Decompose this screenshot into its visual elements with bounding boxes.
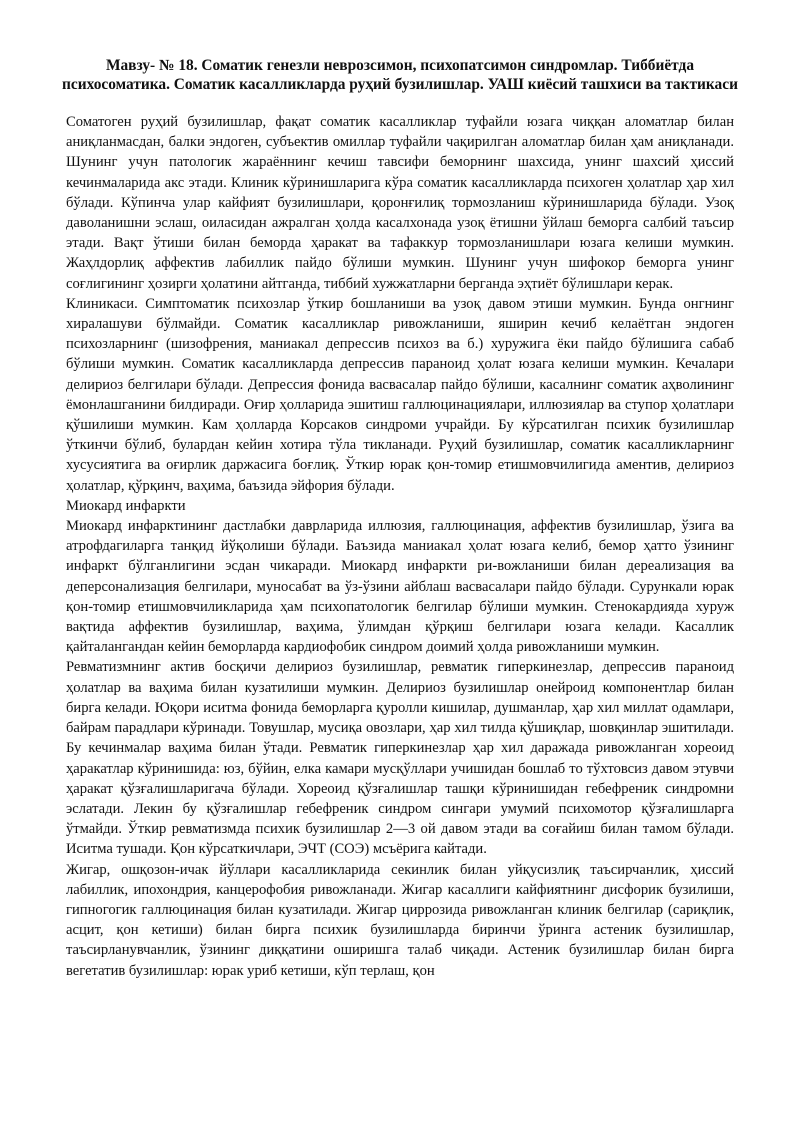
paragraph-liver: Жигар, ошқозон-ичак йўллари касалликларида секинлик билан уйқусизлиқ таъсирчанлик, ҳиссий лабиллик, ипохондрия, канцерофобия ривожланади. Жигар касаллиги кайфиятнинг дисфорик бузилиши, гипногогик галлюцинация билан кузатилади. Жигар циррозида ривожланган клиник белгилар (сариқлик, асцит, қон кетиши) билан бирга психик бузилишларда биринчи ўринга астеник бузилишлар, таъсирланувчанлик, ўзининг диққатини оширишга талаб чиқади. Астеник бузилишлар билан бирга вегетатив бузилишлар: юрак уриб кетиши, кўп терлаш, қон	[66, 861, 734, 979]
paragraph-myocardial-infarction: Миокард инфарктининг дастлабки даврларида иллюзия, галлюцинация, аффектив бузилишлар, ўзига ва атрофдагиларга танқид йўқолиши бўлади. Баъзида маниакал ҳолат юзага келиб, бемор ҳатто ўзининг инфаркт бўлганлигини эсдан чикаради. Миокард инфаркти ри-вожланиши билан дереализация ва деперсонализация белгилари, муносабат ва ўз-ўзини айблаш васвасалари пайдо бўлади. Сурункали юрак қон-томир етишмовчиликларида ҳам психопатологик белгилар бўлиши мумкин. Стенокардияда хуруж вақтида аффектив бузилишлар, ваҳима, ўлимдан қўрқиш белгилари юзага келади. Касаллик қайталангандан кейин беморларда кардиофобик синдром доимий ҳолда ривожланиши мумкин.	[66, 518, 734, 656]
page-title: Мавзу- № 18. Соматик генезли неврозсимон, психопатсимон синдромлар. Тиббиётда психосоматика. Соматик касалликларда руҳий бузилишлар. УАШ киёсий ташхиси ва тактикаси	[62, 57, 738, 93]
section-heading-myocardial-infarction: Миокард инфаркти	[66, 497, 186, 514]
document-body	[66, 112, 734, 981]
paragraph-intro: Соматоген руҳий бузилишлар, фақат соматик касалликлар туфайли юзага чиққан аломатлар билан аниқланмасдан, балки эндоген, субъектив омиллар туфайли чақирилган аломатлар билан ҳам аниқланади. Шунинг учун патологик жараённинг кечиш тавсифи беморнинг шахсида, унинг шахсий ҳиссий кечинмаларида акс этади. Клиник кўринишларига кўра соматик касалликларда психоген ҳолатлар ҳар хил бўлади. Кўпинча улар кайфият бузилишлари, қоронғилиқ тормозланиш кўринишларида бўлади. Узоқ даволанишни эслаш, оиласидан ажралган ҳолда касалхонада узоқ ётишни ўйлаш беморга салбий таъсир этади. Вақт ўтиши билан беморда ҳаракат ва тафаккур тормозланишлари юзага келиши мумкин. Жаҳлдорлиқ аффектив лабиллик пайдо бўлиши мумкин. Шунинг учун шифокор беморга унинг соғлигининг ҳозирги ҳолатини айтганда, тиббий хужжатларни берганда эҳтиёт бўлишлари керак.	[66, 114, 734, 292]
paragraph-rheumatism: Ревматизмнинг актив босқичи делириоз бузилишлар, ревматик гиперкинезлар, депрессив параноид ҳолатлар ва ваҳима билан кузатилиши мумкин. Делириоз бузилишлар онейроид компонентлар билан бирга келади. Юқори иситма фонида беморларга қуролли кишилар, душманлар, ҳар хил миллат одамлари, байрам парадлари кўринади. Товушлар, мусиқа овозлари, ҳар хил тилда қўшиқлар, шовқинлар эшитилади. Бу кечинмалар ваҳима билан ўтади. Ревматик гиперкинезлар ҳар хил даражада ривожланган хореоид ҳаракатлар кўринишида: юз, бўйин, елка камари мусқўллари учишидан бошлаб то тўхтовсиз давом этувчи ҳаракат қўзғалишларигача бўлади. Хореоид қўзғалишлар ташқи кўринишидан гебефреник синдромни эслатади. Лекин бу қўзғалишлар гебефреник синдром сингари умумий психомотор қўзғалишларга ўтмайди. Ўткир ревматизмда психик бузилишлар 2—3 ой давом этади ва соғайиш билан тамом бўлади. Иситма тушади. Қон кўрсаткичлари, ЭЧТ (СОЭ) мсъёрига кайтади.	[66, 659, 734, 858]
paragraph-clinic: Клиникаси. Симптоматик психозлар ўткир бошланиши ва узоқ давом этиши мумкин. Бунда онгнинг хиралашуви бўлмайди. Соматик касалликлар ривожланиши, яширин кечиб келаётган эндоген психозларнинг (шизофрения, маниакал депрессив психоз ва б.) хуружига ёки пайдо бўлишига сабаб бўлиши мумкин. Соматик касалликларда депрессив параноид ҳолат юзага келиши мумкин. Кечалари делириоз белгилари бўлади. Депрессия фонида васвасалар пайдо бўлиши, касалнинг соматик аҳволининг ёмонлашганини билдиради. Оғир ҳолларида эшитиш галлюцинациялари, иллюзиялар ва ступор ҳолатлари қўшилиши мумкин. Кам ҳолларда Корсаков синдроми учрайди. Бу кўрсатилган психик бузилишлар ўткинчи бўлиб, булардан кейин хотира тўла тикланади. Руҳий бузилишлар, соматик касалликларнинг хусусиятига ва оғирлик даржасига боғлиқ. Ўткир юрак қон-томир етишмовчилигида аментив, делириоз ҳолатлар, қўрқинч, ваҳима, баъзида эйфория бўлади.	[66, 295, 734, 494]
